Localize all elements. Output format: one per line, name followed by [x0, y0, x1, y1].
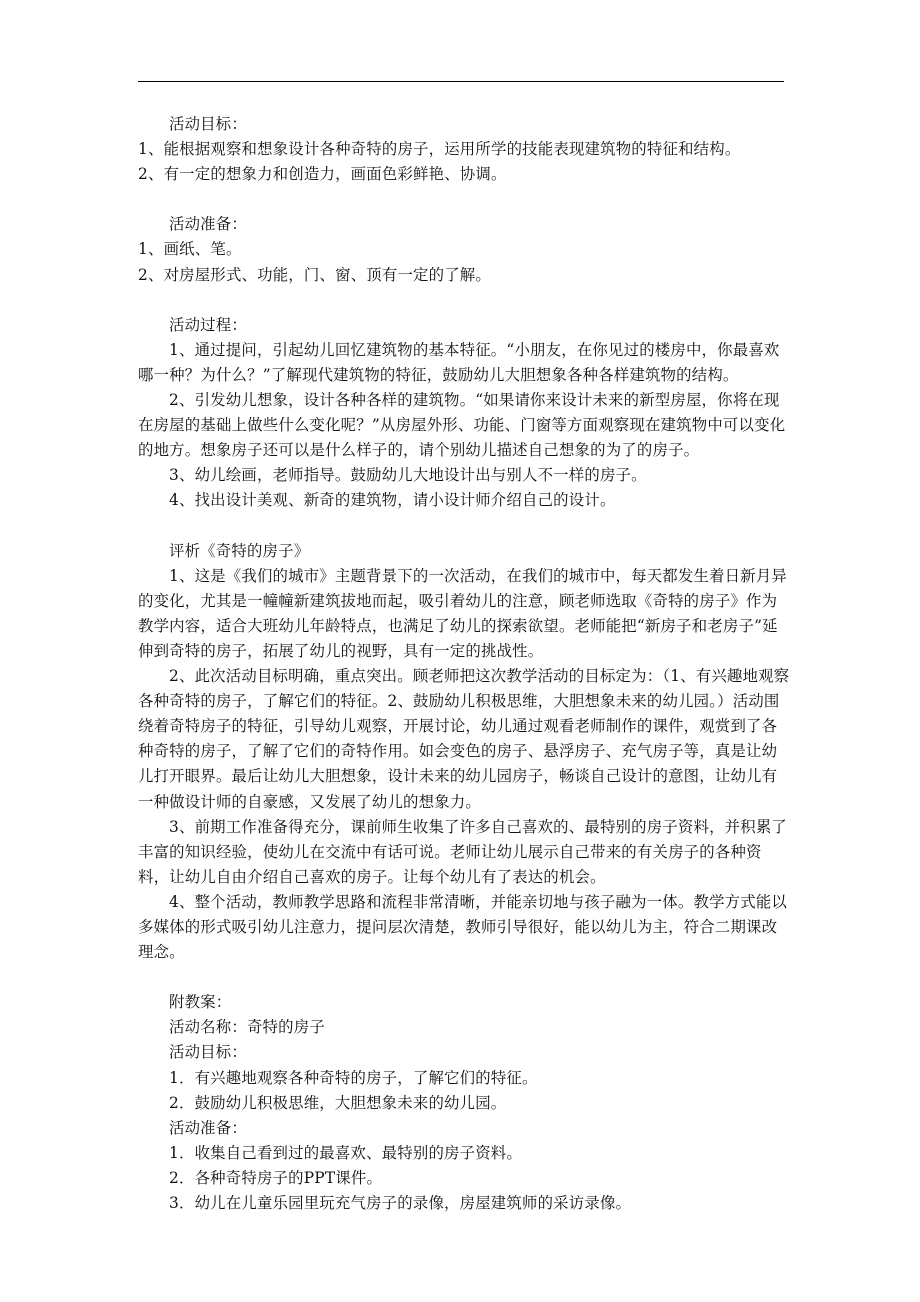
- section-heading: 活动目标：: [169, 115, 247, 133]
- paragraph: 3、幼儿绘画，老师指导。鼓励幼儿大地设计出与别人不一样的房子。: [169, 466, 647, 485]
- list-item: 1．有兴趣地观察各种奇特的房子，了解它们的特征。: [169, 1068, 538, 1087]
- list-item: 2．鼓励幼儿积极思维，大胆想象未来的幼儿园。: [169, 1093, 507, 1112]
- section-heading: 活动准备：: [169, 215, 247, 234]
- paragraph: 1、这是《我们的城市》主题背景下的一次活动，在我们的城市中，每天都发生着日新月异的变化，尤其是一幢幢新建筑拔地而起，吸引着幼儿的注意，顾老师选取《奇特的房子》作为教学内容，适合大班幼儿年龄特点，也满足了幼儿的探索欲望。老师能把“新房子和老房子”延伸到奇特的房子，拓展了幼儿的视野，具有一定的挑战性。: [138, 566, 788, 660]
- section-objectives: [138, 112, 790, 187]
- section-heading: 评析《奇特的房子》: [169, 541, 310, 560]
- paragraph: 2、此次活动目标明确，重点突出。顾老师把这次教学活动的目标定为：（1、有兴趣地观察各种奇特的房子，了解它们的特征。2、鼓励幼儿积极思维，大胆想象未来的幼儿园。）活动围绕着奇特房子的特征，引导幼儿观察，开展讨论，幼儿通过观看老师制作的课件，观赏到了各种奇特的房子，了解了它们的奇特作用。如会变色的房子、悬浮房子、充气房子等，真是让幼儿打开眼界。最后让幼儿大胆想象，设计未来的幼儿园房子，畅谈自己设计的意图，让幼儿有一种做设计师的自豪感，又发展了幼儿的想象力。: [138, 667, 790, 811]
- list-item: 2．各种奇特房子的PPT课件。: [169, 1168, 383, 1187]
- paragraph: 4、找出设计美观、新奇的建筑物，请小设计师介绍自己的设计。: [169, 491, 616, 510]
- list-item: 1、能根据观察和想象设计各种奇特的房子，运用所学的技能表现建筑物的特征和结构。: [138, 140, 741, 159]
- section-preparation: [138, 212, 790, 287]
- document-body: [138, 112, 790, 1216]
- list-item: 1．收集自己看到过的最喜欢、最特别的房子资料。: [169, 1143, 522, 1162]
- header-rule: [138, 81, 784, 82]
- paragraph: 2、引发幼儿想象，设计各种各样的建筑物。“如果请你来设计未来的新型房屋，你将在现在房屋的基础上做些什么变化呢？”从房屋外形、功能、门窗等方面观察现在建筑物中可以变化的地方。想象房子还可以是什么样子的，请个别幼儿描述自己想象的为了的房子。: [138, 391, 786, 460]
- section-review: [138, 539, 790, 966]
- section-heading: 附教案：: [169, 993, 232, 1012]
- subsection-heading: 活动准备：: [169, 1118, 247, 1137]
- list-item: 1、画纸、笔。: [138, 240, 242, 259]
- section-appendix: [138, 990, 790, 1216]
- list-item: 3．幼儿在儿童乐园里玩充气房子的录像，房屋建筑师的采访录像。: [169, 1194, 632, 1213]
- subsection-heading: 活动目标：: [169, 1043, 247, 1062]
- list-item: 2、对房屋形式、功能，门、窗、顶有一定的了解。: [138, 265, 491, 284]
- paragraph: 3、前期工作准备得充分，课前师生收集了许多自己喜欢的、最特别的房子资料，并积累了丰富的知识经验，使幼儿在交流中有话可说。老师让幼儿展示自己带来的有关房子的各种资料，让幼儿自由介绍自己喜欢的房子。让每个幼儿有了表达的机会。: [138, 817, 788, 886]
- section-process: [138, 313, 790, 514]
- list-item: 2、有一定的想象力和创造力，画面色彩鲜艳、协调。: [138, 165, 507, 184]
- activity-name: 活动名称：奇特的房子: [169, 1018, 325, 1037]
- paragraph: 4、整个活动，教师教学思路和流程非常清晰，并能亲切地与孩子融为一体。教学方式能以多媒体的形式吸引幼儿注意力，提问层次清楚，教师引导很好，能以幼儿为主，符合二期课改理念。: [138, 892, 788, 962]
- paragraph: 1、通过提问，引起幼儿回忆建筑物的基本特征。“小朋友，在你见过的楼房中，你最喜欢哪一种？为什么？”了解现代建筑物的特征，鼓励幼儿大胆想象各种各样建筑物的结构。: [138, 340, 780, 384]
- section-heading: 活动过程：: [169, 315, 247, 334]
